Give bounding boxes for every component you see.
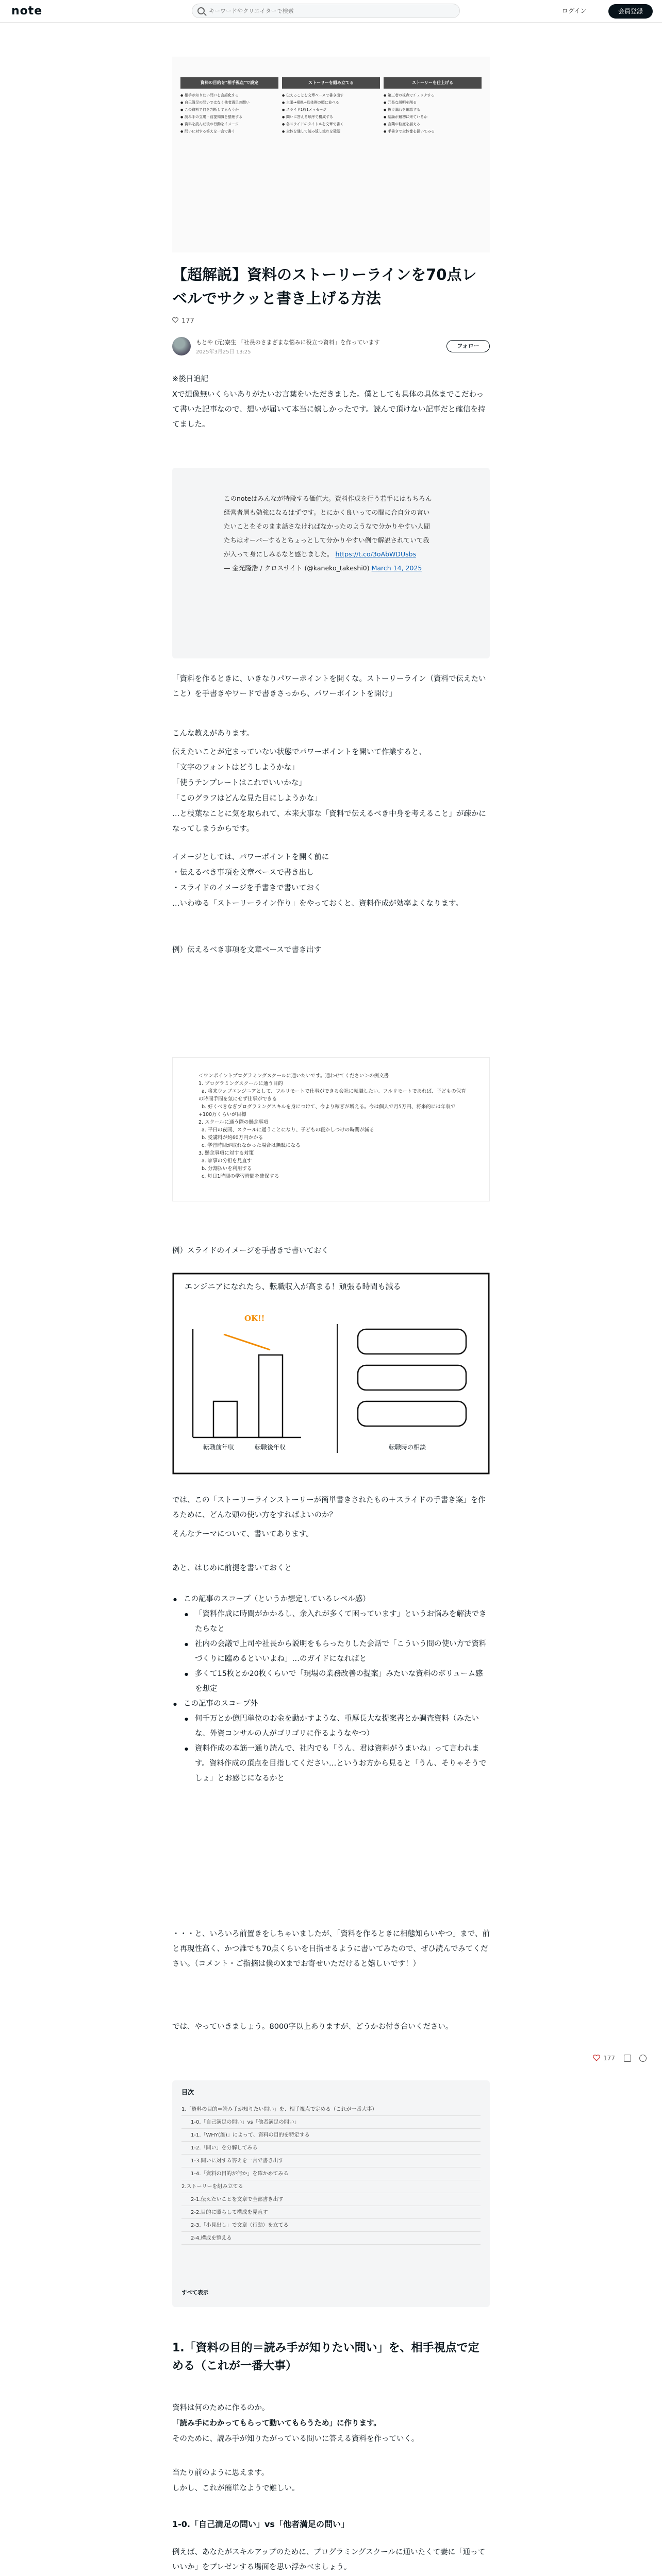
- toc-item[interactable]: 2-2.目的に照らして構成を見直す: [181, 2206, 481, 2219]
- paragraph: あと、はじめに前提を書いておくと: [172, 1564, 292, 1572]
- hero-column-head: ストーリーを組み立てる: [282, 77, 380, 89]
- sketch-label-before: 転職前年収: [203, 1444, 235, 1451]
- hero-item: ● 伝えることを文章ベースで書き出す: [282, 93, 380, 98]
- tweet-link[interactable]: https://t.co/3oAbWDUsbs: [335, 550, 417, 558]
- toc-heading: 目次: [181, 2089, 194, 2096]
- heart-icon[interactable]: [593, 2055, 600, 2061]
- paragraph: 例）スライドのイメージを手書きで書いておく: [172, 1247, 329, 1255]
- paragraph: では、この「ストーリーラインストーリーが簡単書きされたもの＋スライドの手書き案」を作るために、どんな頭の使い方をすればよいのか？: [172, 1496, 486, 1519]
- toc-show-all-button[interactable]: すべて表示: [181, 2290, 209, 2296]
- paragraph: ・・・と、いろいろ前置きをしちゃいましたが、「資料を作るときに相態知らいやつ」まで、前と再現性高く、かつ誰でも70点くらいを目指せるように書いてみたので、ぜひ読んでみてください。（コメント・ご指摘は僕のXまでお寄せいただけると嬉しいです！）: [172, 1930, 490, 1968]
- paragraph: イメージとしては、パワーポイントを開く前に: [172, 853, 329, 861]
- hero-item: ● 主張→根拠→具体例の順に並べる: [282, 100, 380, 106]
- paragraph: 例えば、あなたがスキルアップのために、プログラミングスクールに通いたくて妻に「通っていいか」をプレゼンする場面を思い浮かべましょう。: [172, 2548, 486, 2571]
- avatar[interactable]: [172, 337, 191, 355]
- comment-icon[interactable]: [624, 2055, 631, 2062]
- list-item: ● 資料作成の本筋一通り読んで、社内でも「うん、君は資料がうまいね」って言われます。資料作成の頂点を目指してください…というお方から見ると「うん、そりゃそうでしょ」とお感じになるかと: [172, 1741, 490, 1786]
- toc-item[interactable]: 1.「資料の目的＝読み手が知りたい問い」を、相手視点で定める（これが一番大事）: [181, 2103, 481, 2116]
- paragraph: 「使うテンプレートはこれでいいかな」: [172, 779, 306, 787]
- toc-item[interactable]: 1-0.「自己満足の問い」vs「他者満足の問い」: [181, 2116, 481, 2129]
- note-logo[interactable]: note: [11, 5, 43, 18]
- toc-item[interactable]: 1-1.「WHY(誰)」によって、資料の目的を特定する: [181, 2129, 481, 2142]
- search-icon: [197, 7, 205, 14]
- paragraph: Xで想像無いくらいありがたいお言葉をいただきました。僕としても具体の具体までこだわって書いた記事なので、想いが届いて本当に嬉しかったです。読んで頂けない記事だと確信を持てました。: [172, 391, 486, 429]
- hero-item: ● 問いに対する答えを一言で書く: [180, 129, 278, 134]
- login-link[interactable]: ログイン: [562, 7, 587, 14]
- paragraph: 「読み手にわかってもらって動いてもらうため」に作ります。: [172, 2419, 381, 2428]
- figure-text: ＜ワンポイントプログラミングスクールに通いたいです。通わせてください＞の例文書 1. プログラミングスクールに通う目的 a. 将来ウェブエンジニアとして、フルリモートで仕事ができる会社に転職したい。フルリモートであれば、子どもの保育の時間手間を気にせず仕事ができる b. 好くべきなぎプログラミングスキルを身につけて、今より稼ぎが増える。今は個人で月5万円、将来的には年収で+100万くらいが目標 2. スクールに通う際の懸念事項 a. 平日の夜間、スクールに通うことになり、子どもの寝かしつけの時間が減る b. 受講料が約60万円かかる c. 学習時間が取れなかった場合は無駄になる 3. 懸念事項に対する対策 a. 家事の分担を見直す b. 分割払いを利用する c. 毎日1時間の学習時間を確保する: [198, 1073, 466, 1179]
- article-title: 【超解説】資料のストーリーラインを70点レベルでサクッと書き上げる方法: [172, 266, 477, 307]
- paragraph: 「文字のフォントはどうしようかな」: [172, 764, 299, 772]
- list-item: ● 社内の会議で上司や社長から説明をもらったりした会話で「こういう問の使い方で資料づくりに臨めるといいよね」…のガイドになればと: [172, 1637, 490, 1667]
- hero-image: [172, 57, 490, 252]
- sketch-caption: エンジニアになれたら、転職収入が高まる！頑張る時間も減る: [185, 1282, 401, 1291]
- hero-column: [282, 77, 380, 136]
- paragraph: 「このグラフはどんな見た目にしようかな」: [172, 794, 322, 803]
- hero-item: ● 手書きで全体像を描いてみる: [384, 129, 482, 134]
- table-of-contents: [172, 2080, 490, 2307]
- list-item: ● この記事のスコープ外: [172, 1697, 490, 1711]
- paragraph: ※後日追記: [172, 375, 209, 383]
- section-heading: 1.「資料の目的＝読み手が知りたい問い」を、相手視点で定める（これが一番大事）: [172, 2342, 479, 2372]
- hero-item: ● 全体を通して読み返し流れを確認: [282, 129, 380, 134]
- paragraph: 当たり前のように思えます。: [172, 2469, 269, 2477]
- search-box[interactable]: [192, 4, 460, 18]
- paragraph: 伝えたいことが定まっていない状態でパワーポイントを開いて作業すると、: [172, 748, 426, 756]
- toc-item[interactable]: 2-4.構成を整える: [181, 2232, 481, 2245]
- tweet-date-link[interactable]: March 14, 2025: [371, 564, 422, 572]
- figure-outline-document: [172, 1057, 490, 1201]
- hero-item: ● 資料を読んだ後の行動をイメージ: [180, 122, 278, 127]
- share-icon[interactable]: [639, 2055, 647, 2062]
- like-count[interactable]: [172, 317, 194, 325]
- figure-hand-drawn-slide: [172, 1273, 490, 1475]
- hero-item: ● 結論が最初に来ているか: [384, 114, 482, 120]
- author-row: [172, 336, 490, 359]
- hero-item: ● 問いに答える順序で構成する: [282, 114, 380, 120]
- author-name[interactable]: もとや (元)寮生 「社長のさまざまな悩みに役立つ資料」を作っています: [196, 339, 380, 346]
- hero-item: ● スライド1枚1メッセージ: [282, 107, 380, 113]
- paragraph: …いわゆる「ストーリーライン作り」をやっておくと、資料作成が効率よくなります。: [172, 900, 463, 908]
- list-item: ● この記事のスコープ（というか想定しているレベル感）: [172, 1592, 490, 1607]
- paragraph: そんなテーマについて、書いてあります。: [172, 1530, 313, 1538]
- like-count-value: 177: [181, 317, 194, 325]
- paragraph: そのために、読み手が知りたがっている問いに答える資料を作っていく。: [172, 2435, 419, 2443]
- follow-button[interactable]: フォロー: [446, 340, 490, 352]
- hero-column: [180, 77, 278, 136]
- scope-list: [172, 1592, 490, 1786]
- paragraph: こんな教えがあります。: [172, 730, 254, 738]
- toc-item[interactable]: 1-3.問いに対する答えを一言で書き出す: [181, 2155, 481, 2167]
- tweet-text: このnoteはみんなが特段する価値大。資料作成を行う若手にはもちろん経営者層も勉強になるはずです。とにかく良いっての間に合自分の言いたいことをそのまま話さなければなかったのようなで分かりやすい人間たちはオーバーするとちょっとして分かりやすい例で解説されていて我が入って身にしみるなと感じました。: [224, 495, 432, 558]
- hero-item: ● 相手が知りたい問いを言語化する: [180, 93, 278, 98]
- subsection-heading: 1-0.「自己満足の問い」vs「他者満足の問い」: [172, 2519, 349, 2529]
- hero-column: [384, 77, 482, 136]
- paragraph: 例）伝えるべき事項を文章ベースで書き出す: [172, 946, 322, 954]
- hero-item: ● 各スライドのタイトルを文章で書く: [282, 122, 380, 127]
- hero-column-head: 資料の目的を"相手視点"で設定: [180, 77, 278, 89]
- paragraph: ・スライドのイメージを手書きで書いておく: [172, 884, 322, 892]
- heart-icon: [172, 317, 178, 323]
- top-bar: [0, 0, 662, 23]
- hero-item: ● 抜け漏れを確認する: [384, 107, 482, 113]
- paragraph: ・伝えるべき事項を文章ベースで書き出し: [172, 869, 314, 877]
- hero-item: ● 読み手の立場・前提知識を整理する: [180, 114, 278, 120]
- toc-item[interactable]: 2.ストーリーを組み立てる: [181, 2180, 481, 2193]
- hero-item: ● この資料で何を判断してもらうか: [180, 107, 278, 113]
- hero-item: ● 言葉の粒度を揃える: [384, 122, 482, 127]
- list-item: ● 多くて15枚とか20枚くらいで「現場の業務改善の提案」みたいな資料のボリューム感を想定: [172, 1667, 490, 1697]
- toc-item[interactable]: 2-3.「小見出し」で文章（行動）を立てる: [181, 2219, 481, 2232]
- paragraph: 資料は何のために作るのか。: [172, 2404, 270, 2412]
- search-input[interactable]: [209, 6, 451, 15]
- sketch-ok-label: OK!!: [244, 1314, 265, 1323]
- hero-column-head: ストーリーを仕上げる: [384, 77, 482, 89]
- paragraph: しかし、これが簡単なようで難しい。: [172, 2484, 300, 2493]
- paragraph: …と枝葉なことに気を取られて、本来大事な「資料で伝えるべき中身を考えること」が疎かになってしまうからです。: [172, 810, 486, 833]
- list-item: ● 何千万とか億円単位のお金を動かすような、重厚長大な提案書とか調査資料（みたいな、外資コンサルの人がゴリゴリに作るようなやつ）: [172, 1711, 490, 1741]
- list-item: ● 「資料作成に時間がかかるし、余入れが多くて困っています」というお悩みを解決できたらなと: [172, 1607, 490, 1637]
- hero-item: ● 冗長な説明を削る: [384, 100, 482, 106]
- toc-item[interactable]: 2-1.伝えたいことを文章で全部書き出す: [181, 2193, 481, 2206]
- toc-item[interactable]: 1-2.「問い」を分解してみる: [181, 2142, 481, 2155]
- side-action-bar: [593, 2052, 650, 2067]
- sketch-label-right: 転職時の相談: [389, 1444, 426, 1451]
- sketch-label-after: 転職後年収: [255, 1444, 286, 1451]
- tweet-content: [224, 492, 435, 575]
- toc-item[interactable]: 1-4.「資料の目的が何か」を確かめてみる: [181, 2167, 481, 2180]
- hero-item: ● 第三者の視点でチェックする: [384, 93, 482, 98]
- hero-item: ● 自己満足の問いではなく他者満足の問い: [180, 100, 278, 106]
- paragraph: 「資料を作るときに、いきなりパワーポイントを開くな。ストーリーライン（資料で伝えたいこと）を手書きやワードで書きさっから、パワーポイントを開け」: [172, 675, 486, 698]
- embedded-tweet: [172, 468, 490, 658]
- toc-list: [181, 2103, 481, 2245]
- tweet-author: — 金光隆浩 / クロスサイト (@kaneko_takeshi0): [224, 564, 370, 572]
- post-date: 2025年3月25日 13:25: [196, 349, 251, 355]
- paragraph: では、やっていきましょう。8000字以上ありますが、どうかお付き合いください。: [172, 2023, 453, 2031]
- side-like-count: 177: [603, 2055, 615, 2062]
- signup-button[interactable]: 会員登録: [608, 4, 653, 19]
